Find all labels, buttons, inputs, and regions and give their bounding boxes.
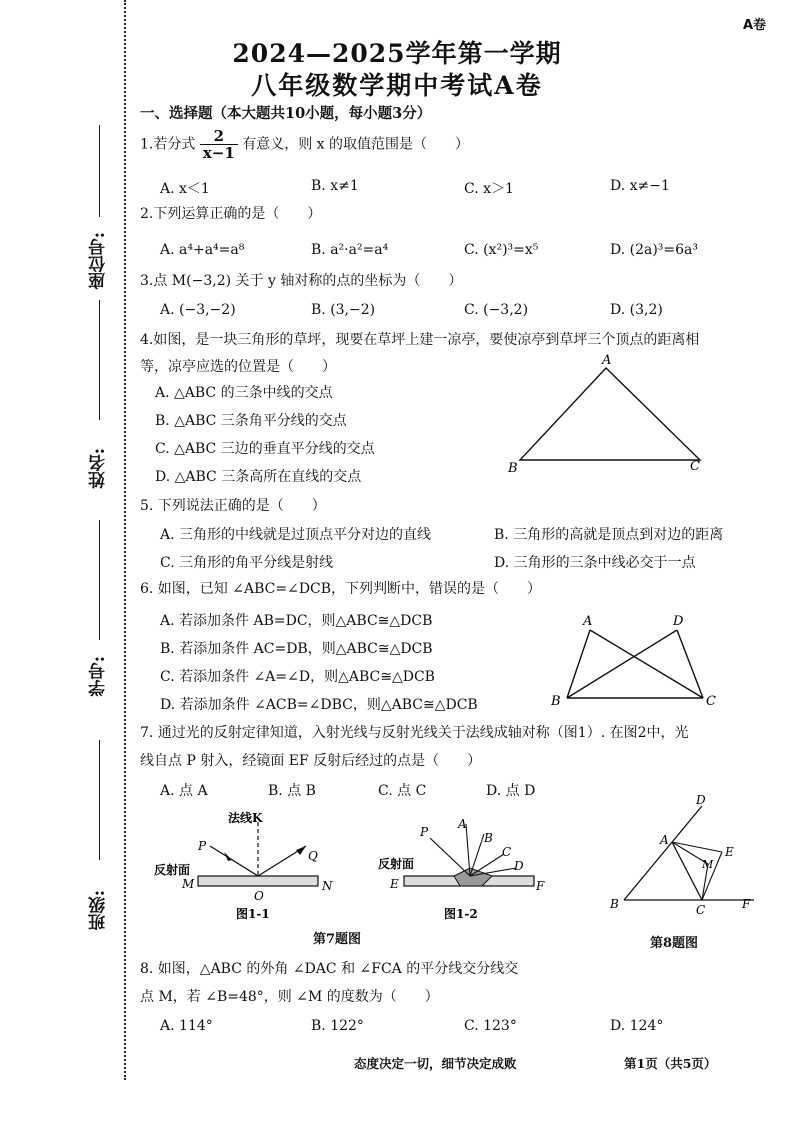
q7-fig1-surface-label: 反射面 [154,863,191,877]
footer-motto: 态度决定一切，细节决定成败 [354,1056,517,1071]
q6-option-b: B. 若添加条件 AC=DB，则△ABC≅△DCB [160,641,433,657]
q8-option-d: D. 124° [610,1018,664,1034]
q8-label-e: E [725,845,734,859]
q7-option-d: D. 点 D [486,783,536,799]
q4-triangle-figure [500,350,720,475]
q1-frac-numerator: 2 [200,128,238,145]
q8-label-c: C [696,903,706,917]
q7-fig2-label-a: A [458,817,467,831]
q6-option-a: A. 若添加条件 AB=DC，则△ABC≅△DCB [160,613,433,629]
q3-option-b: B. (3,−2) [311,302,376,318]
question-3: 3.点 M(−3,2) 关于 y 轴对称的点的坐标为（ ） [140,273,463,289]
q4-option-a: A. △ABC 的三条中线的交点 [155,385,333,401]
q7-fig2-label-p: P [420,825,429,839]
q6-figure [545,608,725,713]
q7-option-b: B. 点 B [268,783,316,799]
q6-label-a: A [583,614,593,629]
q6-label-b: B [551,694,561,709]
q2-option-b: B. a²·a²=a⁴ [311,242,389,258]
q3-option-c: C. (−3,2) [464,302,529,318]
q3-option-d: D. (3,2) [610,302,663,318]
q8-label-b: B [610,897,619,911]
q4-label-c: C [690,459,700,474]
question-4-line1: 4.如图，是一块三角形的草坪，现要在草坪上建一凉亭，要使凉亭到草坪三个顶点的距离相 [140,332,700,348]
q1-option-d: D. x≠−1 [610,178,670,194]
q1-stem-pre: 1.若分式 [140,136,196,153]
q4-option-c: C. △ABC 三边的垂直平分线的交点 [155,441,375,457]
q4-label-a: A [602,353,612,368]
q5-option-d: D. 三角形的三条中线必交于一点 [494,555,696,571]
seat-label: 座位号: [89,232,109,290]
name-label: 姓名: [89,448,109,489]
q7-fig2-surface-label: 反射面 [378,857,415,871]
class-label: 班级: [89,890,109,931]
q7-fig2-label-f: F [536,879,545,893]
question-7-line1: 7. 通过光的反射定律知道，入射光线与反射光线关于法线成轴对称（图1）. 在图2中，光 [140,725,689,741]
question-8-line2: 点 M，若 ∠B=48°，则 ∠M 的度数为（ ） [140,989,439,1005]
q8-label-a: A [660,833,669,847]
q7-figure-1-1 [150,808,350,923]
q7-fig1-label-q: Q [308,849,318,863]
question-5: 5. 下列说法正确的是（ ） [140,498,326,514]
seat-write-line [99,125,100,217]
q7-option-a: A. 点 A [160,783,208,799]
section-heading: 一、选择题（本大题共10小题，每小题3分） [140,105,432,122]
q8-option-c: C. 123° [464,1018,517,1034]
binding-dotted-line [124,0,126,1080]
q5-option-b: B. 三角形的高就是顶点到对边的距离 [494,527,724,543]
q1-frac-denominator: x−1 [202,144,235,162]
q2-option-a: A. a⁴+a⁴=a⁸ [160,242,245,258]
q4-option-d: D. △ABC 三条高所在直线的交点 [155,469,362,485]
q1-fraction [200,128,238,161]
q7-fig1-normal-label: 法线K [228,811,263,825]
q4-option-b: B. △ABC 三条角平分线的交点 [155,413,347,429]
q7-figure-1-2 [374,812,554,924]
q6-label-c: C [706,694,716,709]
q5-option-c: C. 三角形的角平分线是射线 [160,555,334,571]
question-1 [140,128,469,161]
q6-label-d: D [673,614,684,629]
q6-option-d: D. 若添加条件 ∠ACB=∠DBC，则△ABC≅△DCB [160,697,478,713]
q7-fig2-label-d: D [514,859,524,873]
question-8-line1: 8. 如图，△ABC 的外角 ∠DAC 和 ∠FCA 的平分线交分线交 [140,961,519,977]
q2-option-c: C. (x²)³=x⁵ [464,242,539,258]
q8-figure [604,790,764,920]
q8-label-d: D [696,793,706,807]
question-4-line2: 等，凉亭应选的位置是（ ） [140,359,336,375]
q1-option-c: C. x＞1 [464,181,514,197]
q8-option-a: A. 114° [160,1018,213,1034]
q8-option-b: B. 122° [311,1018,364,1034]
question-2: 2.下列运算正确的是（ ） [140,206,322,222]
q7-fig2-label-c: C [502,845,512,859]
student-no-write-line [99,740,100,860]
q7-fig2-label-b: B [484,831,493,845]
q7-fig1-label-p: P [198,839,207,853]
q7-fig1-label-n: N [322,879,333,893]
seat-name-divider [99,300,100,420]
q7-figure-caption: 第7题图 [313,932,362,947]
q7-fig2-caption: 图1-2 [444,907,478,921]
paper-version-label: A卷 [742,18,766,33]
q8-label-f: F [742,897,751,911]
q8-figure-caption: 第8题图 [650,936,699,951]
q7-fig1-caption: 图1-1 [236,907,270,921]
q7-fig1-label-m: M [182,877,195,891]
student-no-label: 学号: [89,656,109,697]
question-7-line2: 线自点 P 射入，经镜面 EF 反射后经过的点是（ ） [140,753,482,769]
q1-option-a: A. x＜1 [160,181,210,197]
exam-title-line1: 2024—2025学年第一学期 [232,39,562,68]
q7-option-c: C. 点 C [378,783,427,799]
page-number: 第1页（共5页） [624,1056,717,1071]
q7-fig2-label-e: E [390,877,399,891]
question-6: 6. 如图，已知 ∠ABC=∠DCB，下列判断中，错误的是（ ） [140,581,542,597]
exam-title-line2: 八年级数学期中考试A卷 [251,71,543,100]
q4-label-b: B [508,461,518,475]
q2-option-d: D. (2a)³=6a³ [610,242,699,258]
q6-option-c: C. 若添加条件 ∠A=∠D，则△ABC≅△DCB [160,669,435,685]
q7-fig1-label-o: O [254,889,264,903]
q1-option-b: B. x≠1 [311,178,359,194]
q8-label-m: M [702,858,714,871]
q1-stem-post: 有意义，则 x 的取值范围是（ ） [242,136,470,153]
q5-option-a: A. 三角形的中线就是过顶点平分对边的直线 [160,527,432,543]
name-write-line [99,520,100,640]
q3-option-a: A. (−3,−2) [160,302,236,318]
